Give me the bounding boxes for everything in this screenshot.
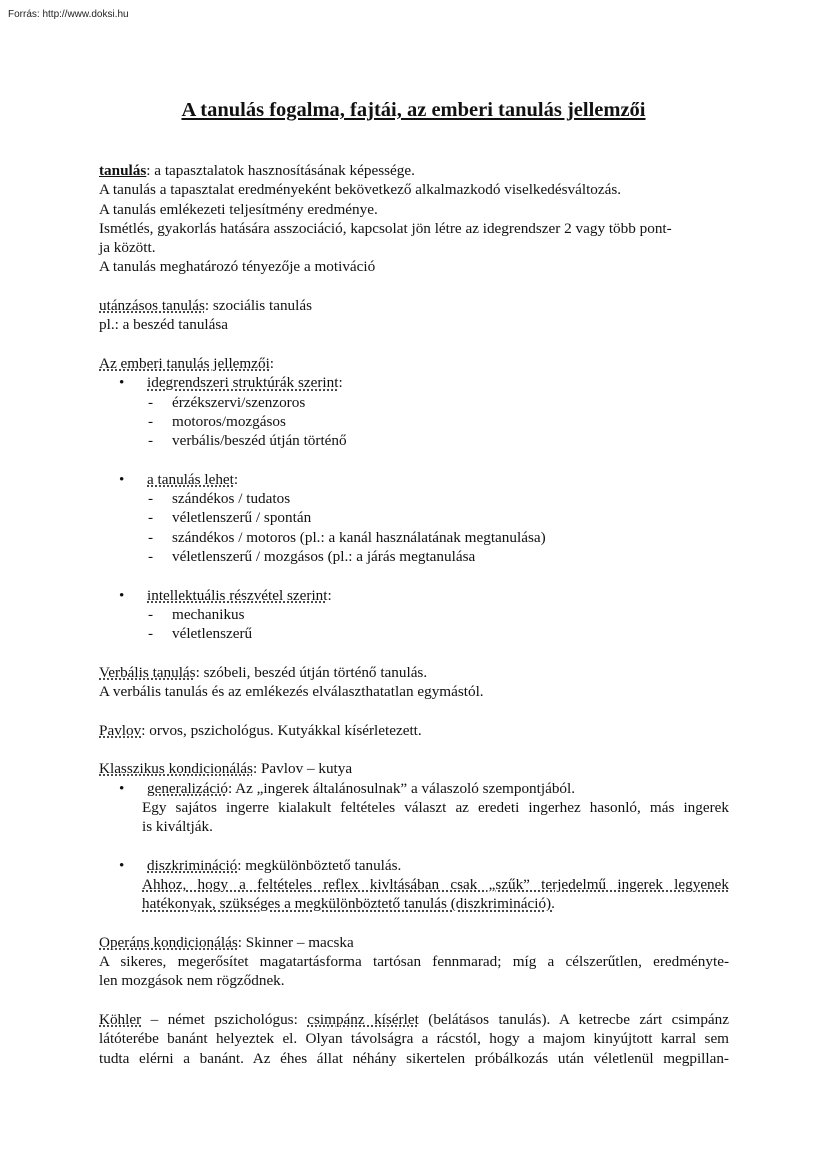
bullet-item: • a tanulás lehet: xyxy=(99,470,729,489)
term-csimpanz-kiserlet: csimpánz kísérlet xyxy=(307,1011,419,1029)
heading-emberi-tanulas: Az emberi tanulás jellemzői xyxy=(99,354,270,372)
text-line: tudta elérni a banánt. Az éhes állat néhány sikertelen próbálkozás után véletlenül megpillan- xyxy=(99,1049,729,1067)
text-line: Ahhoz, hogy a feltételes reflex kivltásában csak „szűk” terjedelmű ingerek legyenek xyxy=(142,875,729,893)
bullet-term: diszkrimináció xyxy=(147,856,238,874)
definition-line xyxy=(99,161,729,180)
term-utanzasos-tanulas: utánzásos tanulás xyxy=(99,297,205,315)
dash-item: - mechanikus xyxy=(99,605,729,624)
text-line: A verbális tanulás és az emlékezés elválaszthatatlan egymástól. xyxy=(99,683,484,701)
definition-text: : szóbeli, beszéd útján történő tanulás. xyxy=(195,663,428,681)
text-line: Ismétlés, gyakorlás hatására asszociáció, kapcsolat jön létre az idegrendszer 2 vagy több pont- xyxy=(99,219,672,237)
term-kohler: Köhler xyxy=(99,1011,142,1029)
definition-text: : szociális tanulás xyxy=(204,297,313,315)
dash-item: - szándékos / tudatos xyxy=(99,489,729,508)
page-title: A tanulás fogalma, fajtái, az emberi tanulás jellemzői xyxy=(181,99,646,121)
term-tanulas: tanulás xyxy=(99,162,147,179)
definition-line xyxy=(99,759,729,778)
text-line: A sikeres, megerősítet magatartásforma tartósan fennmarad; míg a célszerűtlen, eredményte- xyxy=(99,953,729,971)
bullet-item: • idegrendszeri struktúrák szerint: xyxy=(99,373,729,392)
term-verbalis-tanulas: Verbális tanulás xyxy=(99,663,196,681)
definition-text: : megkülönböztető tanulás. xyxy=(237,856,402,874)
dash-item: - érzékszervi/szenzoros xyxy=(99,393,729,412)
definition-text: : orvos, pszichológus. Kutyákkal kísérletezett. xyxy=(141,721,422,739)
text-line: Köhler – német pszichológus: csimpánz kísérlet (belátásos tanulás). A ketrecbe zárt csimpánz xyxy=(99,1011,729,1029)
text-line: hatékonyak, szükséges a megkülönböztető tanulás (diszkrimináció). xyxy=(142,895,555,913)
bullet-term: generalizáció xyxy=(147,779,228,797)
bullet-item xyxy=(99,779,729,798)
term-pavlov: Pavlov xyxy=(99,721,142,739)
text-line: A tanulás meghatározó tényezője a motiváció xyxy=(99,258,376,276)
text-line: pl.: a beszéd tanulása xyxy=(99,316,229,334)
text-line: A tanulás emlékezeti teljesítmény eredménye. xyxy=(99,200,378,218)
document-body xyxy=(99,161,729,1068)
bullet-term: idegrendszeri struktúrák szerint xyxy=(147,374,339,392)
term-klasszikus-kondicionalas: Klasszikus kondicionálás xyxy=(99,760,253,778)
dash-item: - verbális/beszéd útján történő xyxy=(99,431,729,450)
bullet-item xyxy=(99,856,729,875)
bullet-term: a tanulás lehet xyxy=(147,470,234,488)
dash-item: - véletlenszerű / spontán xyxy=(99,508,729,527)
dash-item: - motoros/mozgásos xyxy=(99,412,729,431)
text-line: is kiváltják. xyxy=(142,818,213,836)
text-line: látóterébe banánt helyeztek el. Olyan távolságra a rácstól, hogy a majom kinyújtott karral sem xyxy=(99,1030,729,1048)
text-line: A tanulás a tapasztalat eredményeként bekövetkező alkalmazkodó viselkedésváltozás. xyxy=(99,181,622,199)
section-heading: Az emberi tanulás jellemzői: xyxy=(99,354,275,372)
term-operans-kondicionalas: Operáns kondicionálás xyxy=(99,933,238,951)
definition-text: : Skinner – macska xyxy=(237,933,354,951)
text-line: ja között. xyxy=(99,239,156,257)
source-note: Forrás: http://www.doksi.hu xyxy=(8,9,129,20)
bullet-term: intellektuális részvétel szerint xyxy=(147,586,328,604)
dash-item: - véletlenszerű / mozgásos (pl.: a járás megtanulása xyxy=(99,547,729,566)
definition-line xyxy=(99,663,729,682)
definition-text: : a tapasztalatok hasznosításának képessége. xyxy=(146,162,415,179)
dash-item: - véletlenszerű xyxy=(99,624,729,643)
text-line: len mozgások nem rögződnek. xyxy=(99,972,285,990)
definition-text: : Pavlov – kutya xyxy=(252,760,353,778)
text-line: Egy sajátos ingerre kialakult feltételes választ az eredeti ingerhez hasonló, más ingerek xyxy=(142,798,729,816)
bullet-item: • intellektuális részvétel szerint: xyxy=(99,586,729,605)
definition-line xyxy=(99,721,729,740)
definition-line xyxy=(99,296,729,315)
definition-line xyxy=(99,933,729,952)
definition-text: : Az „ingerek általánosulnak” a válaszoló szempontjából. xyxy=(227,779,576,797)
dash-item: - szándékos / motoros (pl.: a kanál használatának megtanulása) xyxy=(99,528,729,547)
